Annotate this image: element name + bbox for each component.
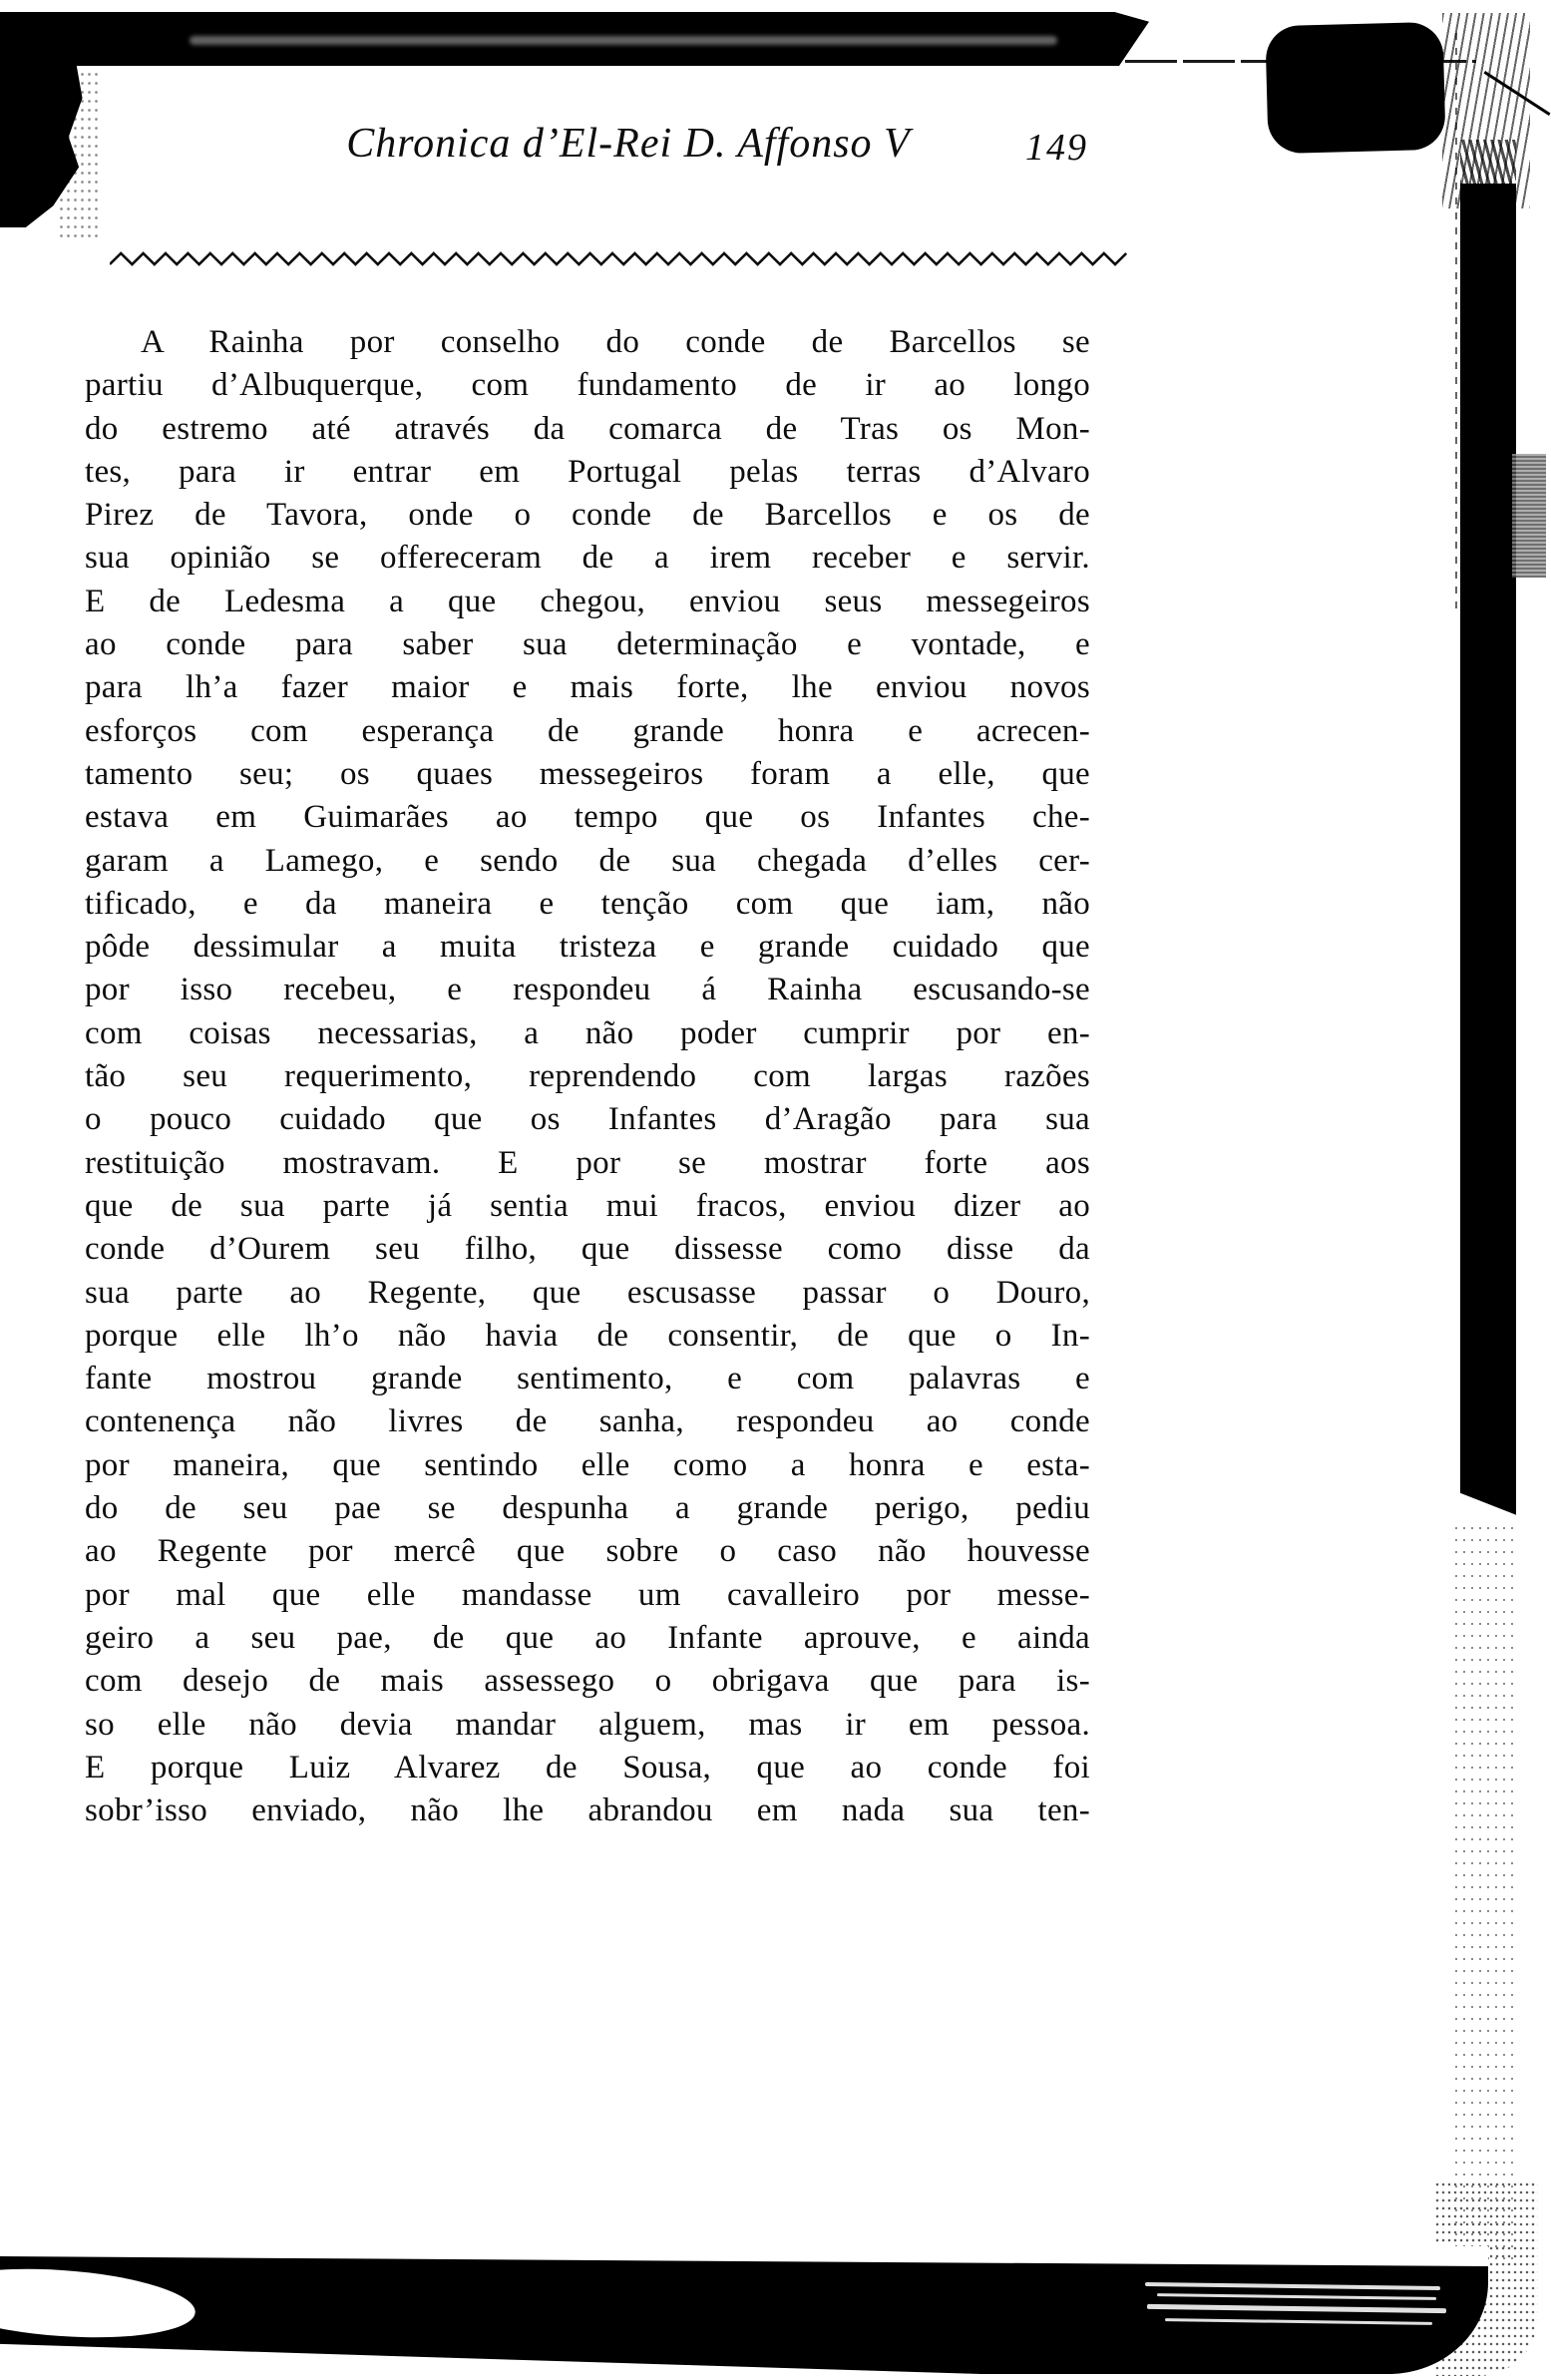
text-line: conde d’Ourem seu filho, que dissesse como disse da: [85, 1231, 1090, 1268]
text-line: tão seu requerimento, reprendendo com largas razões: [85, 1058, 1090, 1095]
text-line: pôde dessimular a muita tristeza e grande cuidado que: [85, 929, 1090, 966]
text-line: geiro a seu pae, de que ao Infante aprouve, e ainda: [85, 1619, 1090, 1656]
text-line: com coisas necessarias, a não poder cumprir por en-: [85, 1014, 1090, 1051]
text-line: sua opinião se offereceram de a irem receber e servir.: [85, 540, 1090, 577]
text-line: fante mostrou grande sentimento, e com palavras e: [85, 1361, 1090, 1397]
text-line: porque elle lh’o não havia de consentir, de que o In-: [85, 1317, 1090, 1354]
text-line: tificado, e da maneira e tenção com que iam, não: [85, 885, 1090, 922]
scan-artifact-gray-bump: [1512, 454, 1546, 578]
scan-artifact-right-band: [1460, 184, 1516, 1522]
text-line: so elle não devia mandar alguem, mas ir em pessoa.: [85, 1706, 1090, 1743]
text-line: por mal que elle mandasse um cavalleiro por messe-: [85, 1576, 1090, 1613]
text-line: garam a Lamego, e sendo de sua chegada d’elles cer-: [85, 842, 1090, 879]
text-line: ao Regente por mercê que sobre o caso não houvesse: [85, 1533, 1090, 1570]
text-line: ao conde para saber sua determinação e vontade, e: [85, 626, 1090, 663]
scan-artifact-dotted-line: [1455, 30, 1457, 608]
text-line: tes, para ir entrar em Portugal pelas terras d’Alvaro: [85, 453, 1090, 490]
text-line: esforços com esperança de grande honra e acrecen-: [85, 712, 1090, 749]
text-line: A Rainha por conselho do conde de Barcellos se: [141, 324, 1090, 360]
text-line: por isso recebeu, e respondeu á Rainha escusando-se: [85, 972, 1090, 1008]
text-line: estava em Guimarães ao tempo que os Infantes che-: [85, 799, 1090, 836]
text-line: Pirez de Tavora, onde o conde de Barcellos e os de: [85, 497, 1090, 534]
text-line: do de seu pae se despunha a grande perigo, pediu: [85, 1490, 1090, 1527]
text-line: contenença não livres de sanha, respondeu ao conde: [85, 1403, 1090, 1440]
page-number: 149: [1025, 127, 1088, 169]
running-head-title: Chronica d’El-Rei D. Affonso V: [346, 121, 911, 167]
scan-artifact-top-band-streak: [190, 36, 1057, 45]
scan-artifact-speckle-column: [1452, 1522, 1518, 2262]
scan-artifact-top-right-blob: [1265, 22, 1445, 155]
text-line: o pouco cuidado que os Infantes d’Aragão para sua: [85, 1101, 1090, 1138]
text-line: partiu d’Albuquerque, com fundamento de ir ao longo: [85, 367, 1090, 404]
text-line: restituição mostravam. E por se mostrar forte aos: [85, 1144, 1090, 1181]
text-line: para lh’a fazer maior e mais forte, lhe enviou novos: [85, 669, 1090, 706]
scan-artifact-right-band-hatch: [1460, 140, 1516, 190]
wavy-rule-ornament: [110, 249, 1137, 273]
text-line: que de sua parte já sentia mui fracos, enviou dizer ao: [85, 1187, 1090, 1224]
text-line: sobr’isso enviado, não lhe abrandou em nada sua ten-: [85, 1792, 1090, 1829]
text-line: do estremo até através da comarca de Tras os Mon-: [85, 410, 1090, 447]
scan-artifact-left-fringe: [58, 70, 100, 239]
text-line: tamento seu; os quaes messegeiros foram a elle, que: [85, 755, 1090, 792]
text-line: sua parte ao Regente, que escusasse passar o Douro,: [85, 1274, 1090, 1311]
text-line: E de Ledesma a que chegou, enviou seus messegeiros: [85, 583, 1090, 619]
text-line: por maneira, que sentindo elle como a honra e esta-: [85, 1446, 1090, 1483]
text-line: E porque Luiz Alvarez de Sousa, que ao conde foi: [85, 1749, 1090, 1785]
text-line: com desejo de mais assessego o obrigava que para is-: [85, 1663, 1090, 1700]
body-text: [85, 321, 1090, 1832]
